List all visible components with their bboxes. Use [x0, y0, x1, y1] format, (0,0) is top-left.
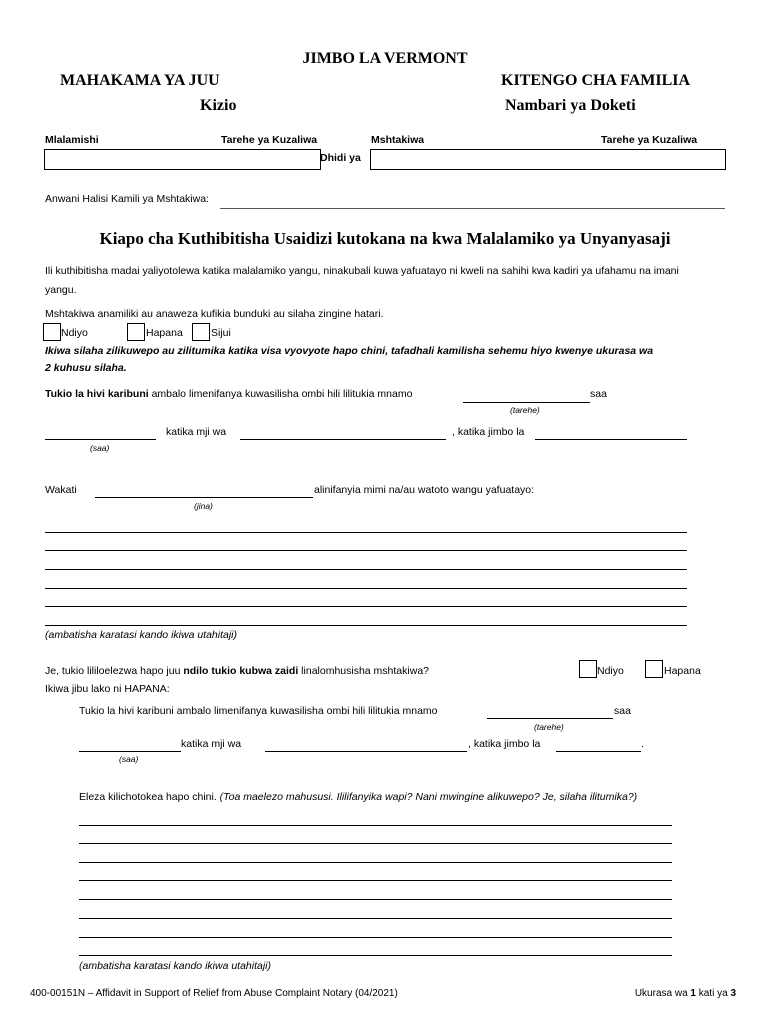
intro-line-1: Ili kuthibitisha madai yaliyotolewa katika malalamiko yangu, ninakubali kuwa yafuatayo ni kweli na sahihi kwa kadiri ya ufahamu na imani [45, 265, 679, 277]
worst-county-label: , katika jimbo la [468, 738, 541, 750]
when-name-field[interactable] [95, 497, 313, 498]
page-pre: Ukurasa wa [634, 988, 691, 999]
name-caption: (jina) [194, 501, 213, 511]
defendant-dob-label: Tarehe ya Kuzaliwa [601, 134, 698, 146]
weapons-note-line-2: 2 kuhusu silaha. [45, 362, 127, 374]
weapons-yes-checkbox[interactable] [43, 323, 61, 341]
worst-attach-note: (ambatisha karatasi kando ikiwa utahitaji) [79, 960, 272, 972]
recent-saa-label: saa [590, 388, 607, 400]
weapons-question: Mshtakiwa anamiliki au anaweza kufikia bunduki au silaha zingine hatari. [45, 308, 384, 320]
recent-description-line[interactable] [45, 569, 687, 570]
plaintiff-label: Mlalamishi [45, 134, 99, 146]
recent-county-field[interactable] [535, 439, 687, 440]
worst-no-checkbox[interactable] [645, 660, 663, 678]
when-label: Wakati [45, 484, 77, 496]
did-label: alinifanyia mimi na/au watoto wangu yafuatayo: [314, 484, 535, 496]
worst-description-line[interactable] [79, 918, 672, 919]
worst-description-line[interactable] [79, 899, 672, 900]
recent-town-label: katika mji wa [166, 426, 227, 438]
page-total: 3 [730, 988, 736, 999]
recent-attach-note: (ambatisha karatasi kando ikiwa utahitaji) [45, 629, 238, 641]
recent-description-line[interactable] [45, 550, 687, 551]
recent-incident-bold: Tukio la hivi karibuni [45, 388, 149, 400]
describe-instruction [79, 791, 637, 803]
form-footer: 400-00151N – Affidavit in Support of Relief from Abuse Complaint Notary (04/2021) [30, 988, 398, 999]
defendant-label: Mshtakiwa [371, 134, 425, 146]
page-current: 1 [690, 988, 696, 999]
worst-date-caption: (tarehe) [534, 722, 564, 732]
worst-description-line[interactable] [79, 825, 672, 826]
unit-heading: KITENGO CHA FAMILIA [501, 72, 691, 89]
worst-description-line[interactable] [79, 862, 672, 863]
form-title: Kiapo cha Kuthibitisha Usaidizi kutokana na kwa Malalamiko ya Unyanyasaji [99, 229, 671, 248]
plaintiff-field[interactable] [44, 149, 321, 170]
worst-description-line[interactable] [79, 880, 672, 881]
worst-county-field[interactable] [556, 751, 641, 752]
worst-question-bold: ndilo tukio kubwa zaidi [183, 665, 299, 677]
recent-incident-text [45, 388, 412, 400]
versus-label: Dhidi ya [320, 152, 361, 164]
defendant-field[interactable] [370, 149, 726, 170]
worst-question [45, 665, 429, 677]
recent-date-caption: (tarehe) [510, 405, 540, 415]
worst-saa-label: saa [614, 705, 631, 717]
weapons-unknown-checkbox[interactable] [192, 323, 210, 341]
worst-yes-label: Ndiyo [597, 665, 624, 677]
recent-time-caption: (saa) [90, 443, 110, 453]
recent-time-field[interactable] [45, 439, 156, 440]
address-label: Anwani Halisi Kamili ya Mshtakiwa: [45, 193, 209, 205]
recent-date-field[interactable] [463, 402, 590, 403]
recent-description-line[interactable] [45, 588, 687, 589]
worst-date-field[interactable] [487, 718, 613, 719]
intro-line-2: yangu. [45, 284, 77, 296]
address-field[interactable] [220, 208, 725, 209]
worst-description-line[interactable] [79, 955, 672, 956]
worst-incident-text: Tukio la hivi karibuni ambalo limenifanya kuwasilisha ombi hili lilitukia mnamo [79, 705, 438, 717]
describe-italic: (Toa maelezo mahususi. Ililifanyika wapi? Nani mwingine alikuwepo? Je, silaha ilitumika?) [219, 791, 638, 803]
state-heading: JIMBO LA VERMONT [302, 50, 468, 67]
recent-description-line[interactable] [45, 532, 687, 533]
worst-town-label: katika mji wa [181, 738, 242, 750]
weapons-yes-label: Ndiyo [61, 327, 88, 339]
worst-question-pre: Je, tukio lililoelezwa hapo juu [45, 665, 184, 677]
worst-time-field[interactable] [79, 751, 181, 752]
if-no-label: Ikiwa jibu lako ni HAPANA: [45, 683, 170, 695]
worst-description-line[interactable] [79, 937, 672, 938]
worst-no-label: Hapana [664, 665, 701, 677]
weapons-no-checkbox[interactable] [127, 323, 145, 341]
worst-town-field[interactable] [265, 751, 467, 752]
worst-period: . [641, 738, 644, 750]
describe-plain: Eleza kilichotokea hapo chini. [79, 791, 220, 803]
worst-yes-checkbox[interactable] [579, 660, 597, 678]
worst-time-caption: (saa) [119, 754, 139, 764]
docket-label: Nambari ya Doketi [505, 97, 636, 114]
worst-description-line[interactable] [79, 843, 672, 844]
recent-county-label: , katika jimbo la [452, 426, 525, 438]
weapons-note-line-1: Ikiwa silaha zilikuwepo au zilitumika katika visa vyovyote hapo chini, tafadhali kamilisha sehemu hiyo kwenye ukurasa wa [45, 345, 654, 357]
weapons-unknown-label: Sijui [211, 327, 231, 339]
plaintiff-dob-label: Tarehe ya Kuzaliwa [221, 134, 318, 146]
weapons-no-label: Hapana [146, 327, 183, 339]
recent-description-line[interactable] [45, 625, 687, 626]
recent-description-line[interactable] [45, 606, 687, 607]
page-mid: kati ya [695, 988, 731, 999]
worst-question-post: linalomhusisha mshtakiwa? [298, 665, 429, 677]
recent-town-field[interactable] [240, 439, 446, 440]
court-heading: MAHAKAMA YA JUU [60, 72, 220, 89]
division-label: Kizio [200, 97, 237, 114]
recent-incident-rest: ambalo limenifanya kuwasilisha ombi hili lilitukia mnamo [148, 388, 413, 400]
page-number [635, 988, 736, 999]
